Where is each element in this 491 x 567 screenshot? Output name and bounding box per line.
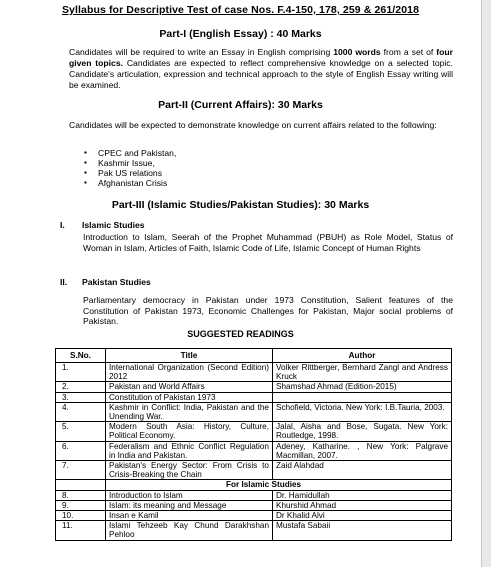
part1-text-c: Candidates are expected to reflect comprehensive knowledge on a selected topic. Candidate's articulation, expression and technical approach to the style of English Essay writing will be examined. (69, 58, 453, 90)
header-author: Author (273, 349, 452, 363)
header-sno: S.No. (56, 349, 106, 363)
cell-author: Zaid Alahdad (273, 461, 452, 480)
table-row (56, 382, 452, 392)
pakistan-studies-text: Parliamentary democracy in Pakistan under 1973 Constitution, Salient features of the Constitution of Pakistan 1973, Economic Challenges for Pakistan, Major social problems of Pakistan. (83, 295, 453, 326)
islamic-section (56, 480, 452, 490)
list-item: ▪ Kashmir Issue, (84, 158, 176, 168)
part1-paragraph (69, 47, 453, 91)
section-spacer (56, 480, 106, 490)
cell-title: Pakistan's Energy Sector: From Crisis to Crisis-Breaking the Chain (106, 461, 273, 480)
cell-sno: 10. (56, 511, 106, 521)
table-row (56, 363, 452, 382)
cell-author: Adeney, Katharine. , New York: Palgrave Macmillan, 2007. (273, 441, 452, 460)
table-row (56, 511, 452, 521)
pakistan-studies-heading (60, 277, 151, 287)
table-row (56, 521, 452, 540)
part3-heading: Part-III (Islamic Studies/Pakistan Studies): 30 Marks (111, 199, 370, 211)
section-row (56, 480, 452, 490)
part2-heading: Part-II (Current Affairs): 30 Marks (158, 99, 323, 111)
cell-sno: 2. (56, 382, 106, 392)
list-item: ▪ Afghanistan Crisis (84, 178, 176, 188)
cell-sno: 5. (56, 422, 106, 441)
part1-bold-topics: four given topics. (69, 47, 454, 68)
cell-sno: 1. (56, 363, 106, 382)
islamic-studies-heading (60, 220, 145, 230)
table-header-row (56, 349, 452, 363)
readings-rows (56, 363, 452, 480)
table-row (56, 402, 452, 421)
document-title: Syllabus for Descriptive Test of case Nos. F.4-150, 178, 259 & 261/2018 (61, 4, 420, 16)
cell-sno: 7. (56, 461, 106, 480)
list-item: ▪ CPEC and Pakistan, (84, 148, 176, 158)
section-title: Islamic Studies (82, 220, 145, 230)
part1-bold-words: 1000 words (333, 47, 381, 57)
cell-title: International Organization (Second Edition) 2012 (106, 363, 273, 382)
islamic-readings-rows (56, 490, 452, 540)
part1-text-b: from a set of (380, 47, 437, 57)
cell-title: Modern South Asia: History, Culture, Political Economy. (106, 422, 273, 441)
scrollbar-track[interactable] (482, 0, 491, 567)
cell-author: Dr Khalid Alvi (273, 511, 452, 521)
cell-title: Introduction to Islam (106, 490, 273, 500)
section-number: II. (60, 277, 68, 287)
header-title: Title (106, 349, 273, 363)
part2-paragraph: Candidates will be expected to demonstrate knowledge on current affairs related to the following: (69, 120, 437, 130)
section-label: For Islamic Studies (106, 480, 452, 490)
cell-title: Constitution of Pakistan 1973 (106, 392, 273, 402)
suggested-readings-title: SUGGESTED READINGS (187, 329, 294, 339)
current-affairs-list (84, 148, 176, 188)
cell-title: Kashmir in Conflict: India, Pakistan and the Unending War. (106, 402, 273, 421)
cell-author: Khurshid Ahmad (273, 500, 452, 510)
table-row (56, 490, 452, 500)
readings-table (55, 348, 452, 541)
cell-author: Shamshad Ahmad (Edition-2015) (273, 382, 452, 392)
cell-sno: 8. (56, 490, 106, 500)
cell-title: Pakistan and World Affairs (106, 382, 273, 392)
cell-sno: 6. (56, 441, 106, 460)
table-row (56, 392, 452, 402)
part1-heading: Part-I (English Essay) : 40 Marks (159, 28, 322, 40)
cell-sno: 4. (56, 402, 106, 421)
cell-sno: 11. (56, 521, 106, 540)
cell-author (273, 392, 452, 402)
cell-author: Mustafa Sabaii (273, 521, 452, 540)
cell-title: Islam: its meaning and Message (106, 500, 273, 510)
cell-author: Volker Rittberger, Bernhard Zangl and Andress Kruck (273, 363, 452, 382)
table-row (56, 500, 452, 510)
cell-title: Islami Tehzeeb Kay Chund Darakhshan Pehloo (106, 521, 273, 540)
table-row (56, 422, 452, 441)
table-row (56, 461, 452, 480)
part1-text-a: Candidates will be required to write an Essay in English comprising (69, 47, 334, 57)
islamic-studies-text: Introduction to Islam, Seerah of the Prophet Muhammad (PBUH) as Role Model, Status of Woman in Islam, Articles of Faith, Islamic Code of Life, Islamic Concept of Human Rights (83, 232, 453, 253)
cell-author: Schofield, Victoria. New York: I.B.Tauria, 2003. (273, 402, 452, 421)
table-row (56, 441, 452, 460)
cell-sno: 3. (56, 392, 106, 402)
section-title: Pakistan Studies (82, 277, 151, 287)
cell-author: Jalal, Aisha and Bose, Sugata. New York: Routledge, 1998. (273, 422, 452, 441)
cell-author: Dr. Hamidullah (273, 490, 452, 500)
cell-sno: 9. (56, 500, 106, 510)
section-number: I. (60, 220, 65, 230)
cell-title: Insan e Kamil (106, 511, 273, 521)
list-item: ▪ Pak US relations (84, 168, 176, 178)
cell-title: Federalism and Ethnic Conflict Regulation in India and Pakistan. (106, 441, 273, 460)
